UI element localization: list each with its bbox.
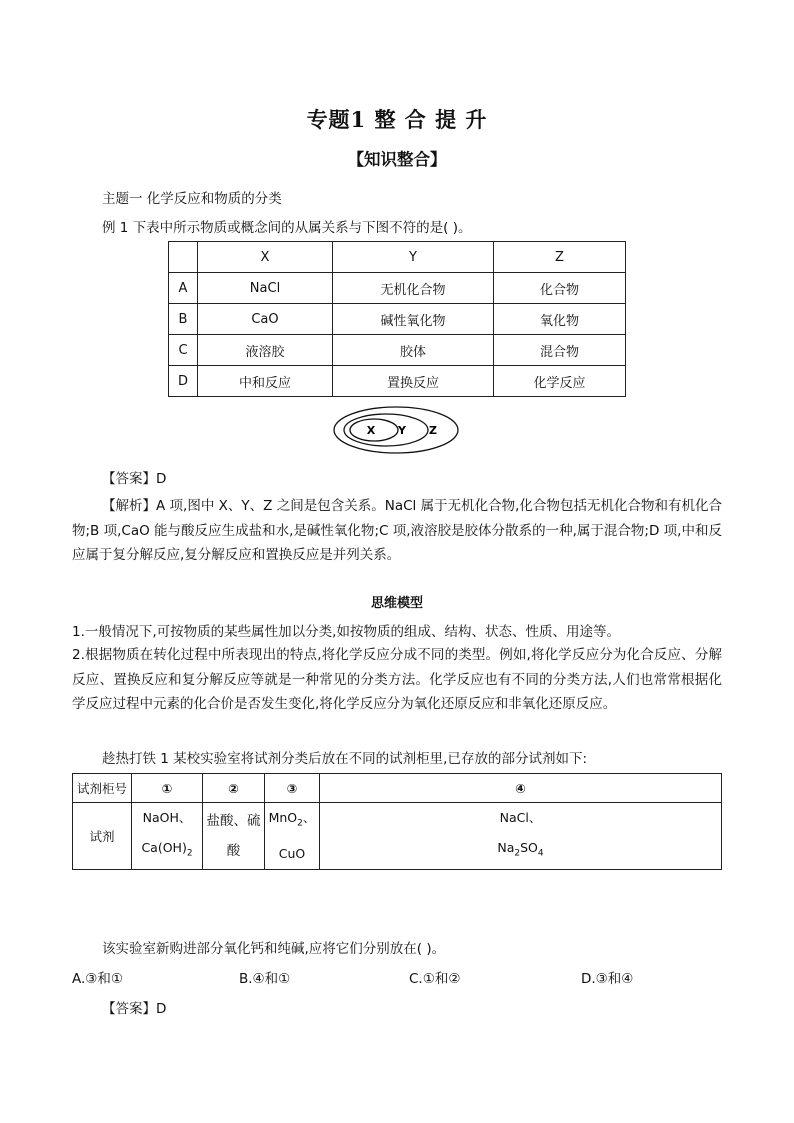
analysis-paragraph: 【解析】A 项,图中 X、Y、Z 之间是包含关系。NaCl 属于无机化合物,化合物包括无机化合物和有机化合物;B 项,CaO 能与酸反应生成盐和水,是碱性氧化物;C 项,液溶胶是胶体分散系的一种,属于混合物;D 项,中和反应属于复分解反应,复分解反应和置换反应是并列关系。 [72, 498, 722, 563]
table-cell: B [169, 304, 198, 335]
model-point-1: 1.一般情况下,可按物质的某些属性加以分类,如按物质的组成、结构、状态、性质、用途等。 [72, 624, 620, 640]
model-point-2: 2.根据物质在转化过程中所表现出的特点,将化学反应分成不同的类型。例如,将化学反应分为化合反应、分解反应、置换反应和复分解反应等就是一种常见的分类方法。化学反应也有不同的分类方法,人们也常常根据化学反应过程中元素的化合价是否发生变化,将化学反应分为氧化还原反应和非氧化还原反应。 [72, 647, 722, 712]
reagent-line: 酸 [226, 842, 241, 859]
reagent-line [265, 803, 319, 839]
classification-table [168, 241, 626, 397]
table-header-cell: ② [203, 774, 265, 803]
subscript: 4 [537, 848, 544, 859]
table-cell: 液溶胶 [198, 335, 333, 366]
ellipse-y [344, 414, 428, 446]
table-header-cell: Y [333, 242, 494, 273]
table-cell: 碱性氧化物 [333, 304, 494, 335]
table-row [169, 366, 626, 397]
label-z: Z [429, 424, 437, 437]
table-header-cell: ④ [320, 774, 722, 803]
label-y: Y [398, 424, 406, 437]
example-question: 例 1 下表中所示物质或概念间的从属关系与下图不符的是( )。 [102, 220, 472, 236]
subscript: 2 [186, 848, 193, 859]
reagent-line: 盐酸、硫 [206, 812, 261, 829]
table-cell: 化合物 [494, 273, 626, 304]
option-a: A.③和① [72, 971, 123, 987]
formula-text: 、 [302, 810, 316, 825]
table-header-cell: ① [132, 774, 203, 803]
subscript: 2 [297, 818, 303, 829]
reagent-cabinet-table [72, 773, 722, 870]
table-header-cell: Z [494, 242, 626, 273]
nested-ellipse-diagram [330, 404, 462, 456]
table-cell: 置换反应 [333, 366, 494, 397]
reagent-line [320, 833, 721, 869]
table-cell [320, 803, 722, 870]
table-cell: 化学反应 [494, 366, 626, 397]
option-c: C.①和② [409, 971, 461, 987]
table-row [73, 803, 722, 870]
reagent-line [132, 833, 202, 869]
section-title: 【知识整合】 [347, 150, 447, 169]
table-header-cell: X [198, 242, 333, 273]
table-cell: A [169, 273, 198, 304]
table-cell: C [169, 335, 198, 366]
reagent-line: NaCl、 [499, 810, 542, 825]
table-header-row [169, 242, 626, 273]
option-b: B.④和① [239, 971, 291, 987]
formula-text: Ca(OH) [141, 840, 187, 855]
table-cell [203, 803, 265, 870]
table-header-cell: 试剂柜号 [73, 774, 132, 803]
formula-text: Na [497, 840, 515, 855]
table-header-row [73, 774, 722, 803]
formula-text: MnO [268, 810, 298, 825]
table-cell: 胶体 [333, 335, 494, 366]
model-heading: 思维模型 [370, 596, 423, 611]
table-cell: 中和反应 [198, 366, 333, 397]
option-d: D.③和④ [581, 971, 634, 987]
table-cell: 无机化合物 [333, 273, 494, 304]
table-row [169, 273, 626, 304]
topic-heading: 主题一 化学反应和物质的分类 [102, 191, 282, 207]
subscript: 2 [514, 848, 521, 859]
table-cell: NaCl [198, 273, 333, 304]
exercise-question: 趁热打铁 1 某校实验室将试剂分类后放在不同的试剂柜里,已存放的部分试剂如下: [102, 751, 588, 767]
table-cell: 氧化物 [494, 304, 626, 335]
table-cell: D [169, 366, 198, 397]
formula-text: SO [520, 840, 538, 855]
table-cell [169, 242, 198, 273]
page-title: 专题1 整 合 提 升 [306, 107, 488, 132]
table-cell: 混合物 [494, 335, 626, 366]
reagent-line: NaOH、 [142, 810, 192, 825]
table-header-cell: ③ [265, 774, 320, 803]
reagent-line: CuO [278, 845, 306, 861]
answer-2: 【答案】D [102, 1001, 167, 1017]
answer-1: 【答案】D [102, 471, 167, 487]
table-cell: 试剂 [73, 803, 132, 870]
table-cell [265, 803, 320, 870]
label-x: X [366, 424, 376, 437]
table-cell [132, 803, 203, 870]
followup-question: 该实验室新购进部分氧化钙和纯碱,应将它们分别放在( )。 [102, 941, 446, 957]
table-row [169, 335, 626, 366]
table-row [169, 304, 626, 335]
table-cell: CaO [198, 304, 333, 335]
